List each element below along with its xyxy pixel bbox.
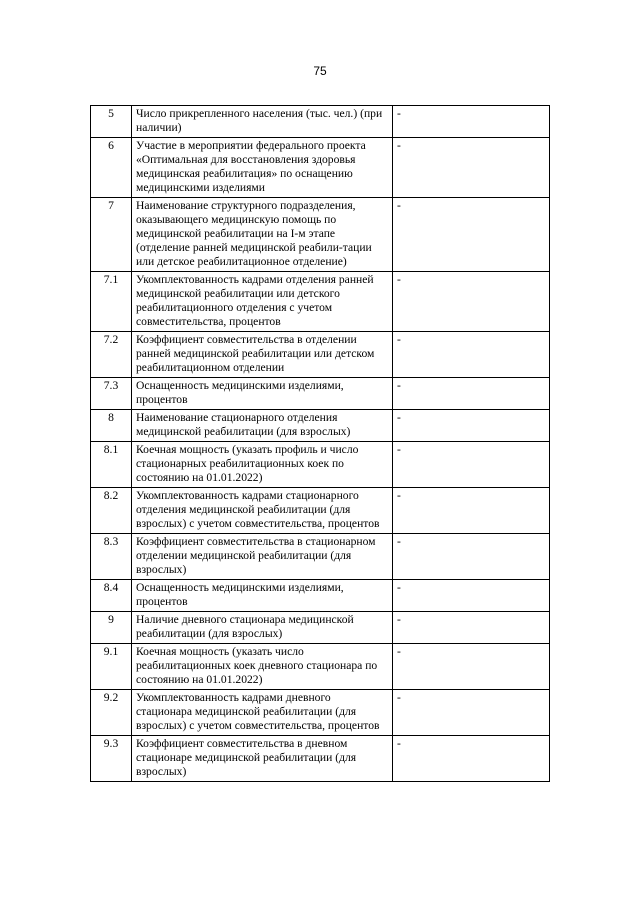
row-number: 8.3 — [91, 534, 132, 580]
table-row — [91, 644, 550, 690]
row-value: - — [393, 410, 550, 442]
row-number: 8 — [91, 410, 132, 442]
row-value: - — [393, 644, 550, 690]
table-row — [91, 580, 550, 612]
row-indicator-name: Коечная мощность (указать профиль и число стационарных реабилитационных коек по состоянию на 01.01.2022) — [132, 442, 393, 488]
table-row — [91, 442, 550, 488]
row-number: 9 — [91, 612, 132, 644]
row-indicator-name: Укомплектованность кадрами дневного стационара медицинской реабилитации (для взрослых) с учетом совместительства, процентов — [132, 690, 393, 736]
row-number: 8.4 — [91, 580, 132, 612]
row-number: 7.1 — [91, 272, 132, 332]
row-indicator-name: Коэффициент совместительства в стационарном отделении медицинской реабилитации (для взрослых) — [132, 534, 393, 580]
row-value: - — [393, 138, 550, 198]
row-number: 9.1 — [91, 644, 132, 690]
row-value: - — [393, 736, 550, 782]
table-row — [91, 378, 550, 410]
row-indicator-name: Число прикрепленного населения (тыс. чел.) (при наличии) — [132, 106, 393, 138]
row-value: - — [393, 580, 550, 612]
row-value: - — [393, 690, 550, 736]
indicators-table — [90, 105, 550, 782]
row-indicator-name: Коэффициент совместительства в отделении ранней медицинской реабилитации или детском реабилитационном отделении — [132, 332, 393, 378]
row-number: 6 — [91, 138, 132, 198]
row-value: - — [393, 488, 550, 534]
row-indicator-name: Оснащенность медицинскими изделиями, процентов — [132, 378, 393, 410]
row-indicator-name: Наличие дневного стационара медицинской реабилитации (для взрослых) — [132, 612, 393, 644]
page-number: 75 — [313, 64, 327, 78]
row-value: - — [393, 272, 550, 332]
table-row — [91, 488, 550, 534]
row-indicator-name: Наименование структурного подразделения, оказывающего медицинскую помощь по медицинской реабилитации на I-м этапе (отделение ранней медицинской реабили-тации или детское реабилитационное отделение) — [132, 198, 393, 272]
row-value: - — [393, 378, 550, 410]
table-row — [91, 690, 550, 736]
row-number: 7.2 — [91, 332, 132, 378]
row-value: - — [393, 534, 550, 580]
table-row — [91, 736, 550, 782]
row-number: 8.2 — [91, 488, 132, 534]
table-row — [91, 138, 550, 198]
table-row — [91, 106, 550, 138]
row-value: - — [393, 332, 550, 378]
table-row — [91, 198, 550, 272]
row-indicator-name: Оснащенность медицинскими изделиями, процентов — [132, 580, 393, 612]
table-row — [91, 272, 550, 332]
row-number: 8.1 — [91, 442, 132, 488]
row-indicator-name: Наименование стационарного отделения медицинской реабилитации (для взрослых) — [132, 410, 393, 442]
table-row — [91, 410, 550, 442]
row-number: 9.3 — [91, 736, 132, 782]
table-row — [91, 534, 550, 580]
table-body — [91, 106, 550, 782]
table-row — [91, 332, 550, 378]
row-number: 9.2 — [91, 690, 132, 736]
row-indicator-name: Коечная мощность (указать число реабилитационных коек дневного стационара по состоянию на 01.01.2022) — [132, 644, 393, 690]
row-value: - — [393, 198, 550, 272]
row-indicator-name: Коэффициент совместительства в дневном стационаре медицинской реабилитации (для взрослых) — [132, 736, 393, 782]
table-row — [91, 612, 550, 644]
row-value: - — [393, 442, 550, 488]
row-indicator-name: Участие в мероприятии федерального проекта «Оптимальная для восстановления здоровья медицинская реабилитация» по оснащению медицинскими изделиями — [132, 138, 393, 198]
row-indicator-name: Укомплектованность кадрами отделения ранней медицинской реабилитации или детского реабилитационного отделения с учетом совместительства, процентов — [132, 272, 393, 332]
row-number: 7.3 — [91, 378, 132, 410]
row-value: - — [393, 612, 550, 644]
row-number: 5 — [91, 106, 132, 138]
row-indicator-name: Укомплектованность кадрами стационарного отделения медицинской реабилитации (для взрослых) с учетом совместительства, процентов — [132, 488, 393, 534]
row-value: - — [393, 106, 550, 138]
row-number: 7 — [91, 198, 132, 272]
